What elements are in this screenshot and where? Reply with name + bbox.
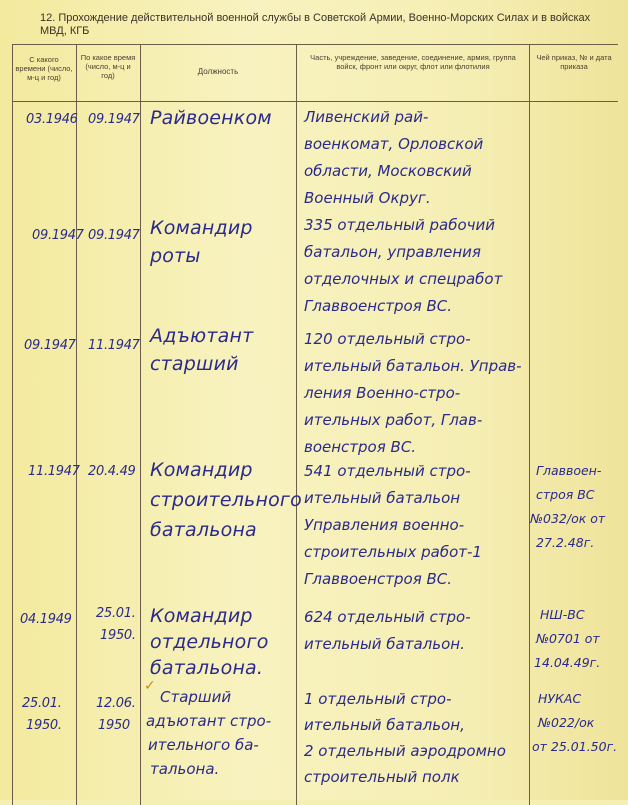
row-position: батальона [150,519,257,541]
row-unit: 1 отдельный стро- [304,690,452,708]
row-unit: 541 отдельный стро- [304,462,471,480]
row-order: №0701 от [536,631,600,646]
check-mark: ✓ [144,678,156,694]
row-position: ительного ба- [148,736,259,754]
row-from: 25.01. [22,696,62,711]
column-divider [140,45,141,805]
row-to: 1950. [100,628,136,643]
row-from: 11.1947 [28,464,80,479]
header-order: Чей приказ, № и дата приказа [536,53,612,71]
row-order: 14.04.49г. [534,655,601,670]
row-unit: строительный полк [304,768,460,786]
row-position: отдельного [150,631,269,653]
row-unit: 335 отдельный рабочий [304,216,496,234]
row-from: 1950. [26,718,62,733]
row-unit: ительный батальон. Управ- [304,357,522,375]
row-position: Командир [150,217,253,239]
row-to: 12.06. [96,696,136,711]
row-position: Командир [150,459,253,481]
row-unit: военстроя ВС. [304,438,417,456]
row-unit: ительный батальон. [304,635,465,653]
row-order: строя ВС [536,487,595,502]
row-unit: ительный батальон [304,489,461,507]
row-unit: Ливенский рай- [304,108,429,126]
row-unit: ления Военно-стро- [304,384,461,402]
column-divider [76,45,77,805]
row-unit: Главвоенстроя ВС. [304,570,453,588]
row-position: Адъютант [150,325,254,347]
column-divider [296,45,297,805]
row-unit: батальон, управления [304,243,481,261]
row-order: от 25.01.50г. [532,739,618,754]
row-to: 09.1947 [88,228,140,243]
row-position: Командир [150,605,253,627]
column-divider [529,45,530,805]
row-unit: строительных работ-1 [304,543,482,561]
row-unit: Главвоенстроя ВС. [304,297,453,315]
row-to: 25.01. [96,606,136,621]
row-from: 09.1947 [32,228,84,243]
row-position: старший [150,353,239,375]
row-position: Райвоенком [150,107,272,129]
row-unit: ительных работ, Глав- [304,411,483,429]
row-unit: 120 отдельный стро- [304,330,471,348]
header-unit: Часть, учреждение, заведение, соединение, армия, группа войск, фронт или округ, флот или флотилия [310,53,516,71]
row-order: Главвоен- [536,463,602,478]
row-unit: области, Московский [304,162,472,180]
row-from: 03.1946 [26,112,78,127]
section-title: 12. Прохождение действительной военной службы в Советской Армии, Военно-Морских Силах и в войсках МВД, КГБ [40,12,591,37]
header-from: С какого времени (число, м-ц и год) [15,55,73,82]
row-from: 09.1947 [24,338,76,353]
column-divider [12,45,13,805]
row-unit: 2 отдельный аэродромно [304,742,506,760]
header-to: По какое время (число, м-ц и год) [80,53,136,80]
row-position: строительного [150,489,302,511]
row-position: роты [150,245,201,267]
row-unit: ительный батальон, [304,716,465,734]
row-to: 09.1947 [88,112,140,127]
row-position: адъютант стро- [146,712,272,730]
row-to: 11.1947 [88,338,140,353]
row-unit: отделочных и спецработ [304,270,503,288]
row-order: НУКАС [538,691,582,706]
row-position: тальона. [150,760,220,778]
row-to: 1950 [98,718,130,733]
row-order: 27.2.48г. [536,535,595,550]
row-order: НШ-ВС [540,607,585,622]
header-rule [12,101,618,102]
row-from: 04.1949 [20,612,72,627]
row-unit: Управления военно- [304,516,465,534]
row-order: №022/ок [538,715,595,730]
row-to: 20.4.49 [88,464,136,479]
row-unit: военкомат, Орловской [304,135,484,153]
row-order: №032/ок от [530,511,606,526]
row-position: батальона. [150,657,264,679]
row-unit: 624 отдельный стро- [304,608,471,626]
row-unit: Военный Округ. [304,189,431,207]
row-position: Старший [160,688,232,706]
header-position: Должность [197,67,239,76]
